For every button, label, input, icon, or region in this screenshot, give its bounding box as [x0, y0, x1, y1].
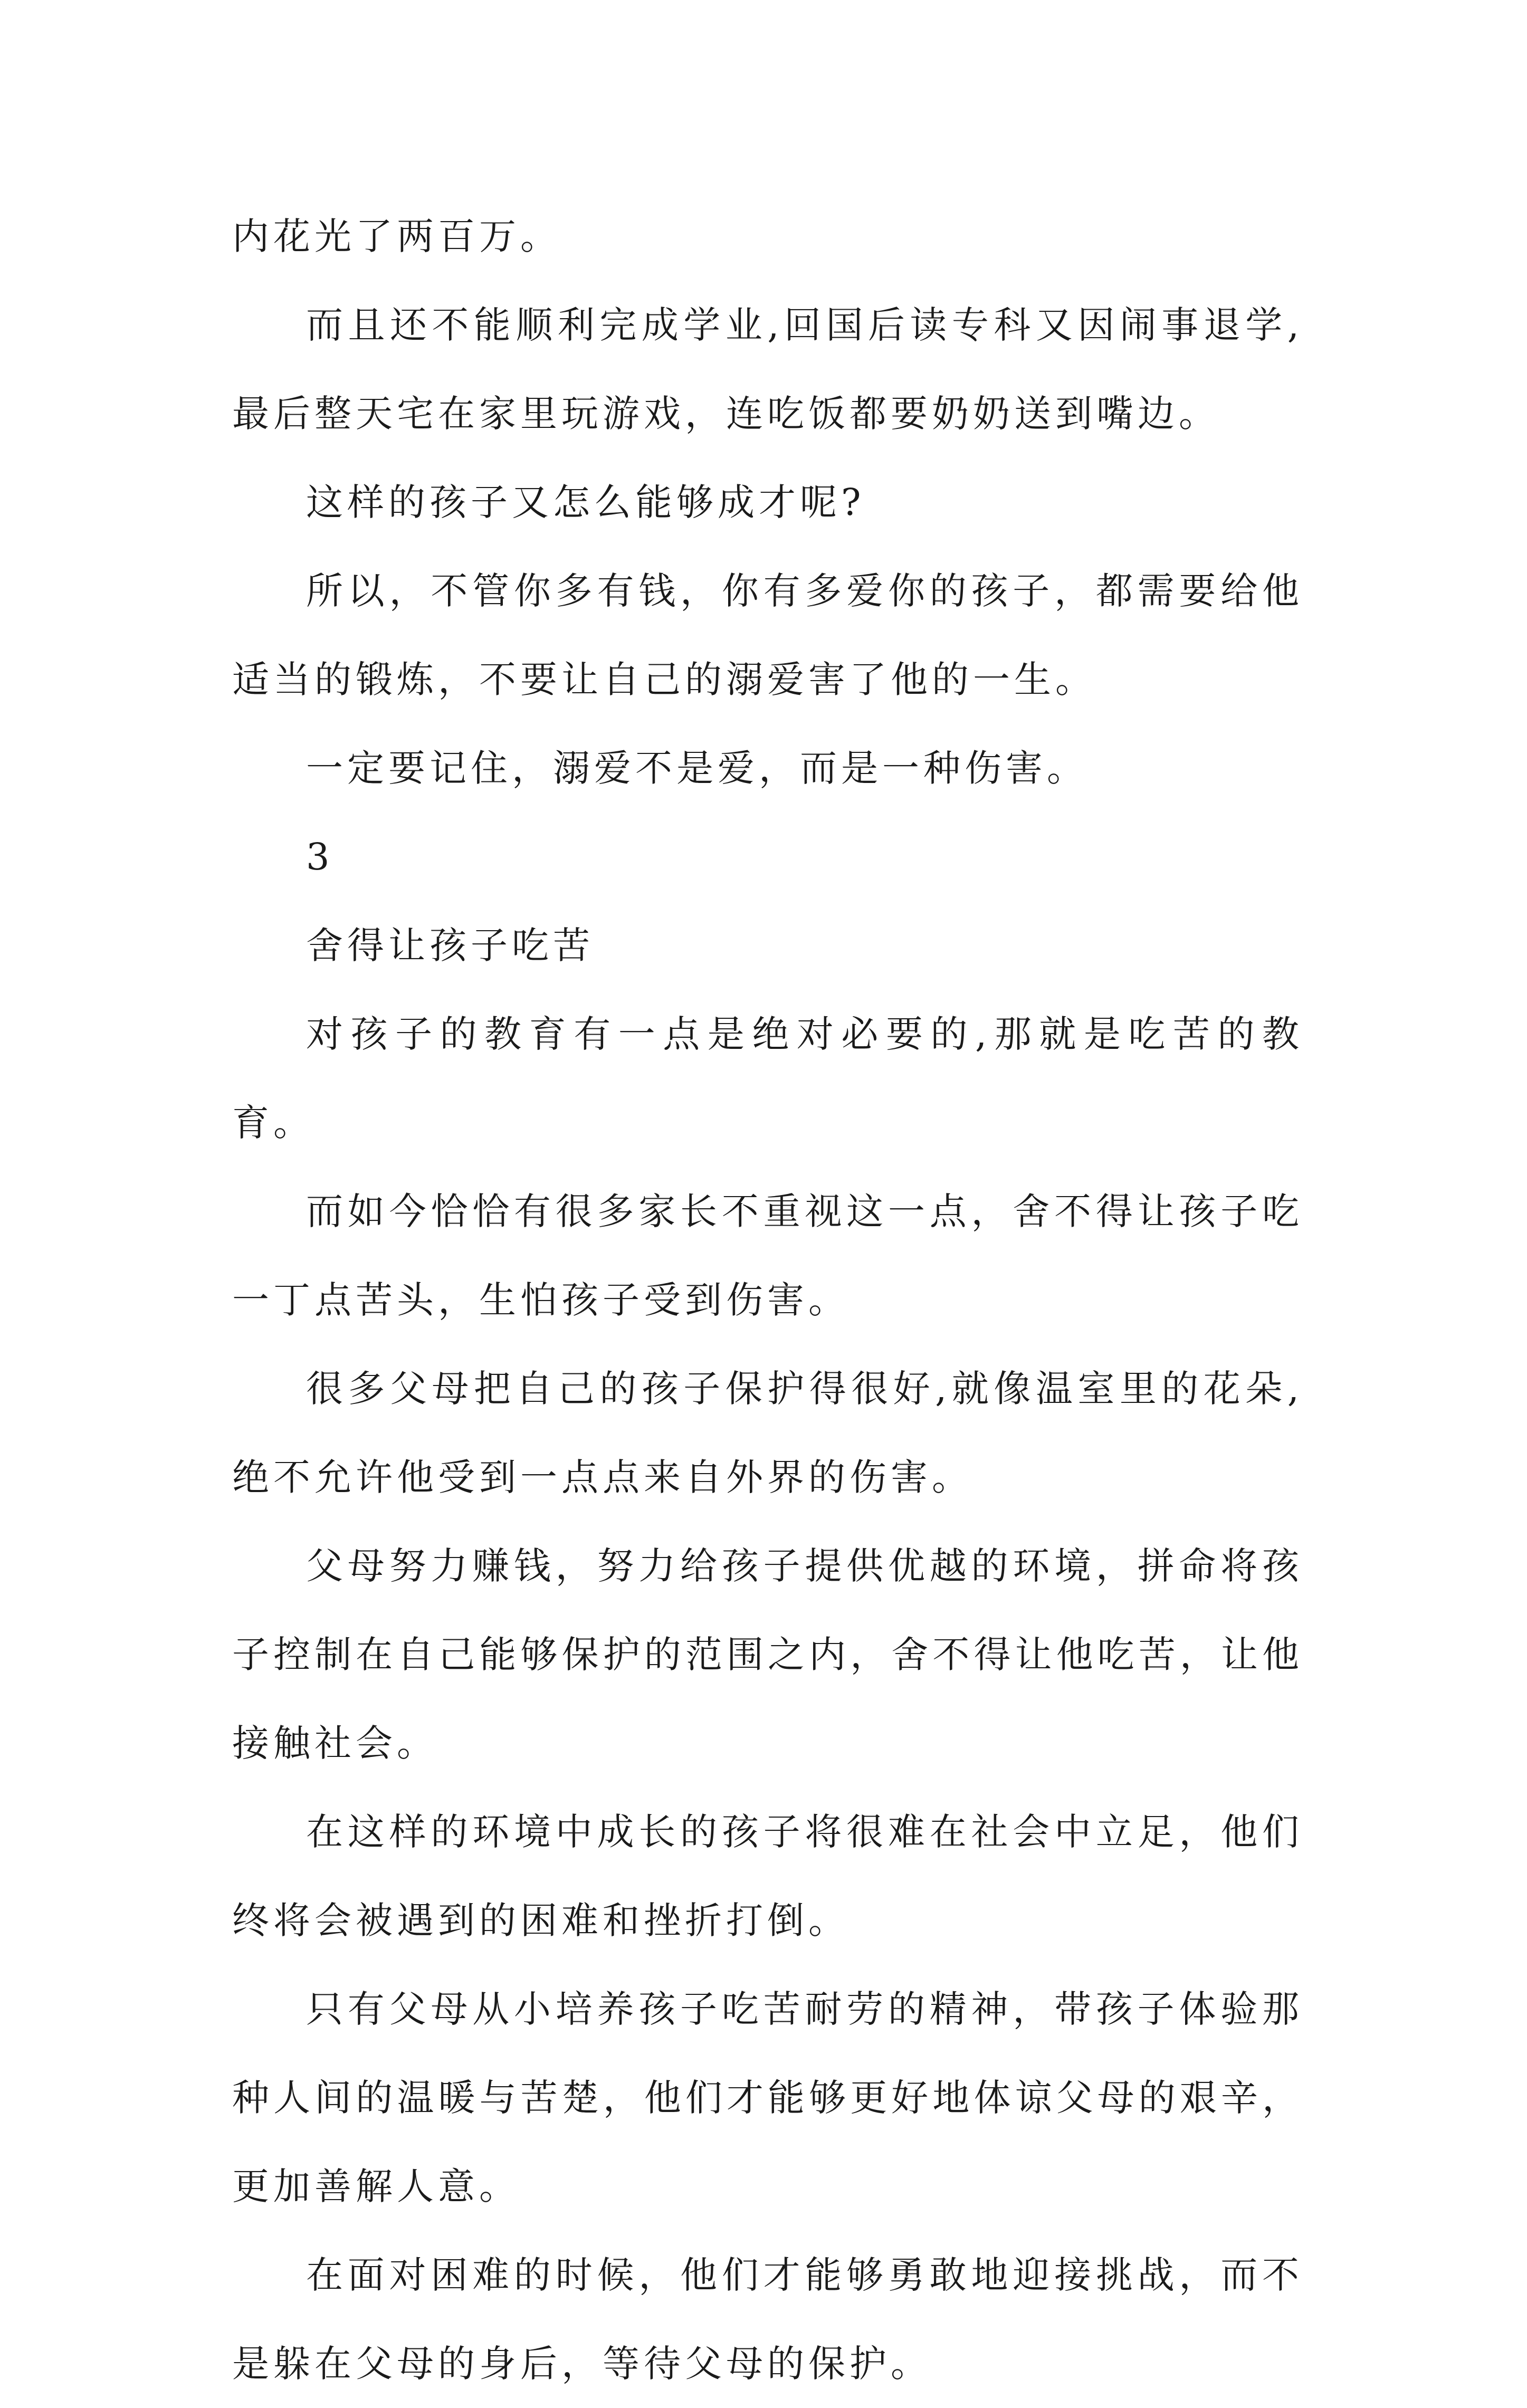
paragraph: 内花光了两百万。 — [232, 215, 561, 258]
paragraph: 一定要记住，溺爱不是爱，而是一种伤害。 — [306, 747, 1088, 790]
section-heading: 舍得让孩子吃苦 — [306, 924, 594, 967]
paragraph: 这样的孩子又怎么能够成才呢? — [306, 481, 865, 524]
paragraph: 在面对困难的时候，他们才能够勇敢地迎接挑战，而不是躲在父母的身后，等待父母的保护。 — [232, 2253, 1303, 2385]
paragraph: 很多父母把自己的孩子保护得很好,就像温室里的花朵,绝不允许他受到一点点来自外界的伤害。 — [232, 1367, 1303, 1499]
paragraph: 而如今恰恰有很多家长不重视这一点，舍不得让孩子吃一丁点苦头，生怕孩子受到伤害。 — [232, 1190, 1303, 1322]
paragraph: 在这样的环境中成长的孩子将很难在社会中立足，他们终将会被遇到的困难和挫折打倒。 — [232, 1810, 1303, 1942]
paragraph: 对孩子的教育有一点是绝对必要的,那就是吃苦的教育。 — [232, 1012, 1303, 1144]
paragraph: 而且还不能顺利完成学业,回国后读专科又因闹事退学,最后整天宅在家里玩游戏，连吃饭都要奶奶送到嘴边。 — [232, 303, 1303, 435]
paragraph: 只有父母从小培养孩子吃苦耐劳的精神，带孩子体验那种人间的温暖与苦楚，他们才能够更好地体谅父母的艰辛，更加善解人意。 — [232, 1987, 1303, 2208]
section-number: 3 — [306, 835, 334, 878]
paragraph: 所以，不管你多有钱，你有多爱你的孩子，都需要给他适当的锻炼，不要让自己的溺爱害了他的一生。 — [232, 569, 1303, 701]
body-text — [232, 192, 1303, 2408]
paragraph: 父母努力赚钱，努力给孩子提供优越的环境，拼命将孩子控制在自己能够保护的范围之内，舍不得让他吃苦，让他接触社会。 — [232, 1544, 1303, 1765]
